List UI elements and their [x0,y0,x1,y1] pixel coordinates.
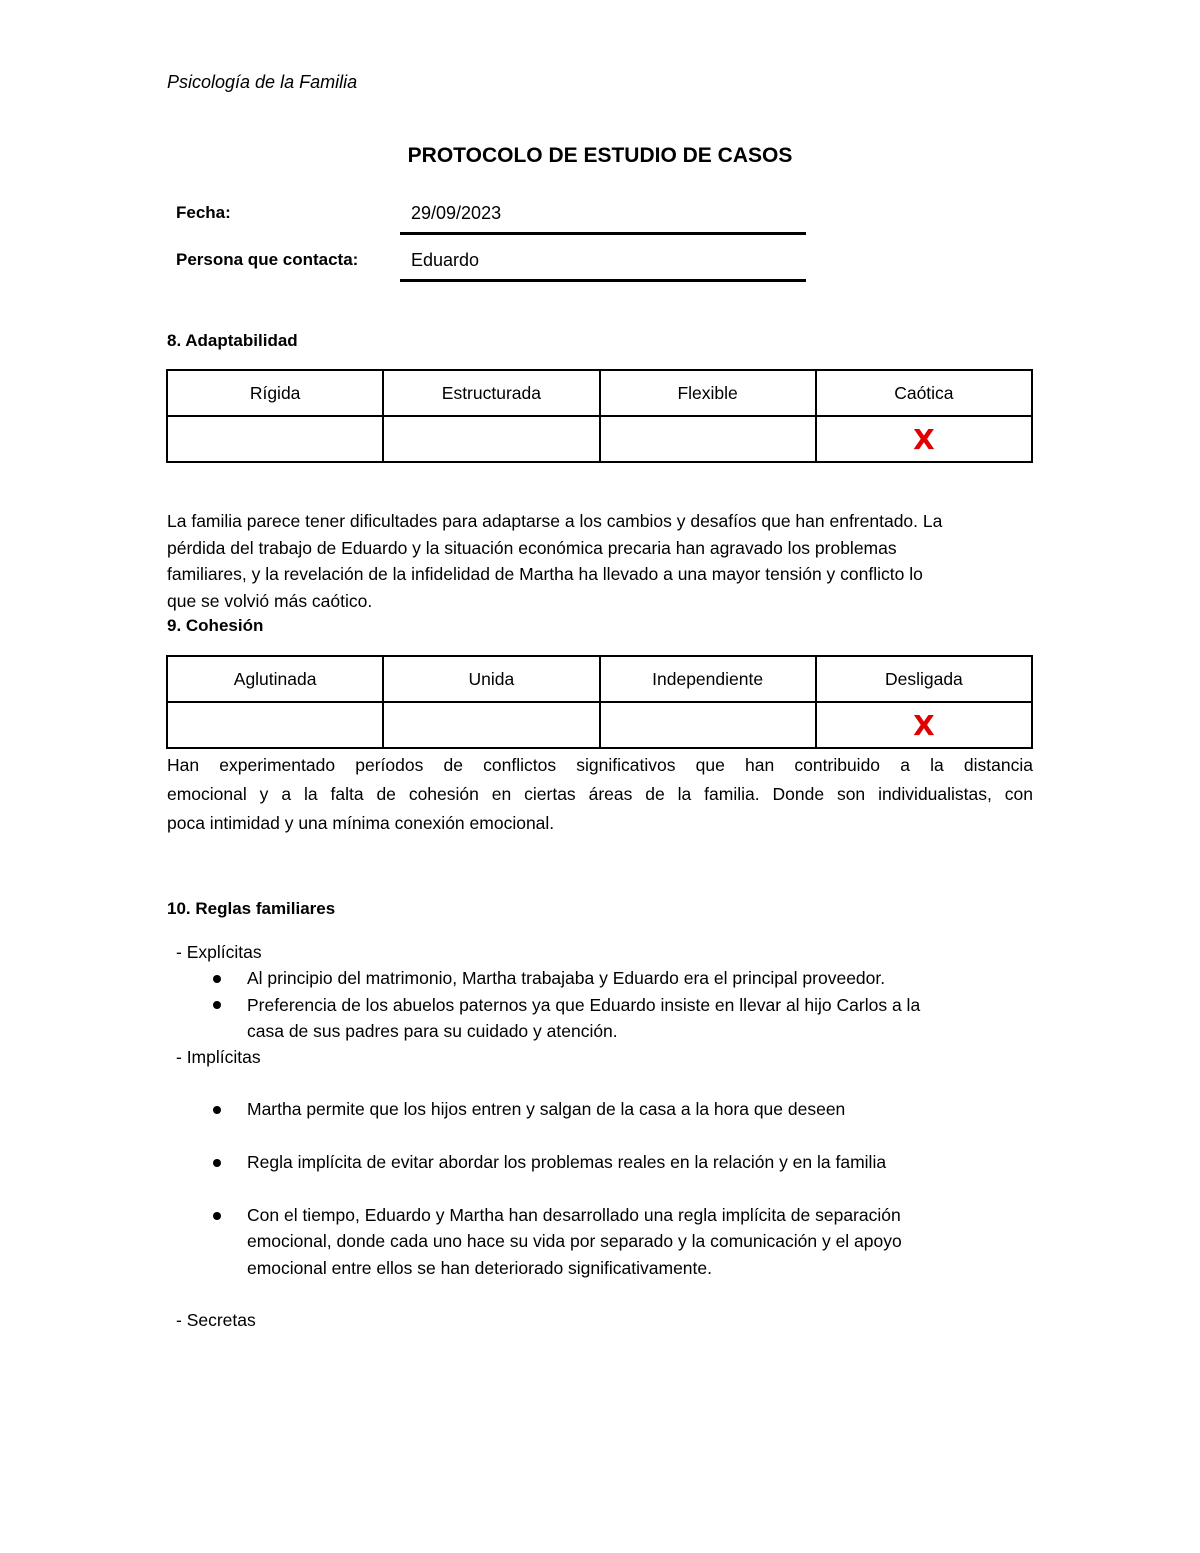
paragraph-line: que se volvió más caótico. [167,590,373,611]
bullet-icon [213,1001,221,1009]
explicitas-label: - Explícitas [176,942,262,962]
implicitas-label: - Implícitas [176,1047,261,1067]
document-header: Psicología de la Familia [167,72,358,92]
selection-mark: X [913,422,935,456]
table-cell [383,416,599,462]
list-item-continuation: emocional, donde cada uno hace su vida por separado y la comunicación y el apoyo [247,1231,902,1251]
cohesion-table [166,655,1033,749]
fecha-underline [400,232,806,235]
bullet-icon [213,1212,221,1220]
table-header-cell: Desligada [816,656,1032,702]
table-cell [167,416,383,462]
table-cell [167,702,383,748]
list-item: Con el tiempo, Eduardo y Martha han desarrollado una regla implícita de separación [247,1205,901,1225]
list-item: Preferencia de los abuelos paternos ya que Eduardo insiste en llevar al hijo Carlos a la [247,995,921,1015]
adaptabilidad-table [166,369,1033,463]
bullet-icon [213,1159,221,1167]
list-item: Regla implícita de evitar abordar los problemas reales en la relación y en la familia [247,1152,887,1172]
contact-value: Eduardo [411,250,480,270]
paragraph-line: La familia parece tener dificultades para adaptarse a los cambios y desafíos que han enfrentado. La [167,511,943,531]
secretas-label: - Secretas [176,1310,256,1330]
table-header-cell: Flexible [600,370,816,416]
selection-mark: X [913,708,935,742]
table-header-cell: Rígida [167,370,383,416]
section-heading-reglas: 10. Reglas familiares [167,899,336,918]
bullet-icon [213,975,221,983]
paragraph-line: poca intimidad y una mínima conexión emocional. [167,813,555,833]
table-header-cell: Estructurada [383,370,599,416]
fecha-value: 29/09/2023 [411,203,502,223]
table-cell [600,416,816,462]
paragraph-line: Han experimentado períodos de conflictos significativos que han contribuido a la distancia [167,755,1033,775]
section-heading-adaptabilidad: 8. Adaptabilidad [167,331,298,350]
table-header-cell: Unida [383,656,599,702]
paragraph-line: familiares, y la revelación de la infidelidad de Martha ha llevado a una mayor tensión y conflicto lo [167,564,923,584]
list-item: Martha permite que los hijos entren y salgan de la casa a la hora que deseen [247,1099,846,1119]
page-title: PROTOCOLO DE ESTUDIO DE CASOS [407,144,793,167]
list-item: Al principio del matrimonio, Martha trabajaba y Eduardo era el principal proveedor. [247,968,886,988]
table-cell [816,416,1032,462]
contact-underline [400,279,806,282]
cohesion-paragraph [167,751,1033,838]
section-heading-cohesion: 9. Cohesión [167,616,264,635]
table-header-cell: Independiente [600,656,816,702]
paragraph-line: pérdida del trabajo de Eduardo y la situación económica precaria han agravado los problemas [167,537,897,558]
table-cell [816,702,1032,748]
list-item-continuation: emocional entre ellos se han deteriorado significativamente. [247,1258,712,1278]
fecha-label: Fecha: [176,203,231,222]
table-header-cell: Aglutinada [167,656,383,702]
list-item-continuation: casa de sus padres para su cuidado y atención. [247,1021,618,1041]
table-header-cell: Caótica [816,370,1032,416]
table-cell [383,702,599,748]
contact-label: Persona que contacta: [176,250,359,269]
adaptabilidad-paragraph [167,508,1033,614]
paragraph-line: emocional y a la falta de cohesión en ciertas áreas de la familia. Donde son individualistas, con [167,784,1033,804]
bullet-icon [213,1106,221,1114]
table-cell [600,702,816,748]
